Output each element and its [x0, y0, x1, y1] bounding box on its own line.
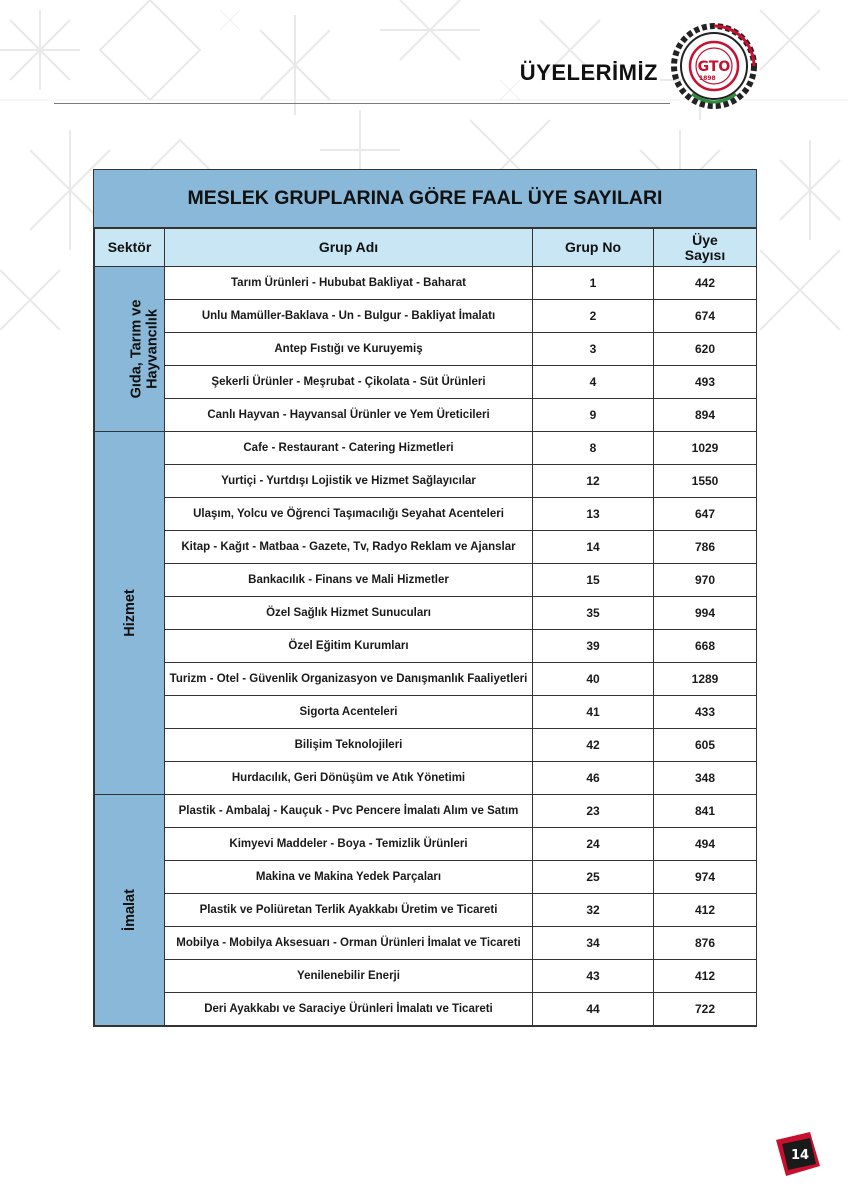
member-count-cell: 1289 — [654, 663, 757, 696]
members-table — [93, 169, 757, 1027]
group-no-cell: 25 — [533, 861, 654, 894]
header-sektor: Sektör — [95, 229, 165, 267]
group-no-cell: 34 — [533, 927, 654, 960]
member-count-cell: 412 — [654, 894, 757, 927]
group-name-cell: Yenilenebilir Enerji — [165, 960, 533, 993]
group-name-cell: Sigorta Acenteleri — [165, 696, 533, 729]
member-count-cell: 620 — [654, 333, 757, 366]
member-count-cell: 412 — [654, 960, 757, 993]
table-row — [95, 795, 757, 828]
group-name-cell: Tarım Ürünleri - Hububat Bakliyat - Baharat — [165, 267, 533, 300]
page-number: 14 — [790, 1148, 810, 1163]
group-name-cell: Cafe - Restaurant - Catering Hizmetleri — [165, 432, 533, 465]
group-no-cell: 8 — [533, 432, 654, 465]
table-row — [95, 762, 757, 795]
group-name-cell: Ulaşım, Yolcu ve Öğrenci Taşımacılığı Seyahat Acenteleri — [165, 498, 533, 531]
table-row — [95, 630, 757, 663]
table-row — [95, 696, 757, 729]
header-divider — [54, 103, 670, 104]
group-no-cell: 43 — [533, 960, 654, 993]
table-row — [95, 597, 757, 630]
group-name-cell: Yurtiçi - Yurtdışı Lojistik ve Hizmet Sağlayıcılar — [165, 465, 533, 498]
group-no-cell: 2 — [533, 300, 654, 333]
group-no-cell: 46 — [533, 762, 654, 795]
table-row — [95, 267, 757, 300]
table-title: MESLEK GRUPLARINA GÖRE FAAL ÜYE SAYILARI — [94, 170, 756, 228]
group-no-cell: 12 — [533, 465, 654, 498]
group-name-cell: Hurdacılık, Geri Dönüşüm ve Atık Yönetimi — [165, 762, 533, 795]
table-row — [95, 894, 757, 927]
sector-label-line1: Gıda, Tarım ve — [128, 299, 145, 399]
group-no-cell: 44 — [533, 993, 654, 1026]
sector-label-line1: Hizmet — [121, 589, 138, 637]
table-row — [95, 300, 757, 333]
group-no-cell: 9 — [533, 399, 654, 432]
group-name-cell: Bilişim Teknolojileri — [165, 729, 533, 762]
group-no-cell: 42 — [533, 729, 654, 762]
table-row — [95, 993, 757, 1026]
sector-cell — [95, 432, 165, 795]
gto-logo — [662, 14, 766, 118]
member-count-cell: 674 — [654, 300, 757, 333]
member-count-cell: 970 — [654, 564, 757, 597]
table-row — [95, 531, 757, 564]
group-name-cell: Kimyevi Maddeler - Boya - Temizlik Ürünleri — [165, 828, 533, 861]
table-row — [95, 729, 757, 762]
group-no-cell: 24 — [533, 828, 654, 861]
member-count-cell: 974 — [654, 861, 757, 894]
group-name-cell: Bankacılık - Finans ve Mali Hizmetler — [165, 564, 533, 597]
table-row — [95, 564, 757, 597]
member-count-cell: 605 — [654, 729, 757, 762]
table-row — [95, 432, 757, 465]
member-count-cell: 994 — [654, 597, 757, 630]
logo-year: 1898 — [699, 75, 716, 82]
group-no-cell: 40 — [533, 663, 654, 696]
member-count-cell: 348 — [654, 762, 757, 795]
header-uye-line1: Üye — [692, 231, 718, 248]
group-name-cell: Antep Fıstığı ve Kuruyemiş — [165, 333, 533, 366]
table-row — [95, 333, 757, 366]
header-row — [95, 229, 757, 267]
group-no-cell: 39 — [533, 630, 654, 663]
member-count-cell: 876 — [654, 927, 757, 960]
sector-label-line1: İmalat — [121, 889, 138, 931]
group-no-cell: 32 — [533, 894, 654, 927]
table-row — [95, 927, 757, 960]
group-name-cell: Mobilya - Mobilya Aksesuarı - Orman Ürünleri İmalat ve Ticareti — [165, 927, 533, 960]
group-name-cell: Şekerli Ürünler - Meşrubat - Çikolata - Süt Ürünleri — [165, 366, 533, 399]
table-row — [95, 828, 757, 861]
member-count-cell: 1550 — [654, 465, 757, 498]
header-uye-sayisi — [654, 229, 757, 267]
member-count-cell: 668 — [654, 630, 757, 663]
sector-label-line2: Hayvancılık — [144, 309, 161, 389]
sector-cell — [95, 267, 165, 432]
header-uye-line2: Sayısı — [684, 246, 726, 263]
table-row — [95, 663, 757, 696]
table-body — [95, 267, 757, 1026]
table-row — [95, 498, 757, 531]
member-count-cell: 647 — [654, 498, 757, 531]
member-count-cell: 722 — [654, 993, 757, 1026]
header-grup-no: Grup No — [533, 229, 654, 267]
table-row — [95, 861, 757, 894]
member-count-cell: 841 — [654, 795, 757, 828]
table-row — [95, 366, 757, 399]
group-name-cell: Canlı Hayvan - Hayvansal Ürünler ve Yem Üreticileri — [165, 399, 533, 432]
group-name-cell: Kitap - Kağıt - Matbaa - Gazete, Tv, Radyo Reklam ve Ajanslar — [165, 531, 533, 564]
header-grup-adi: Grup Adı — [165, 229, 533, 267]
member-count-cell: 493 — [654, 366, 757, 399]
group-name-cell: Unlu Mamüller-Baklava - Un - Bulgur - Bakliyat İmalatı — [165, 300, 533, 333]
page-title: ÜYELERİMİZ — [519, 60, 658, 85]
member-count-cell: 786 — [654, 531, 757, 564]
group-no-cell: 14 — [533, 531, 654, 564]
group-name-cell: Plastik ve Poliüretan Terlik Ayakkabı Üretim ve Ticareti — [165, 894, 533, 927]
group-no-cell: 1 — [533, 267, 654, 300]
group-no-cell: 4 — [533, 366, 654, 399]
group-name-cell: Plastik - Ambalaj - Kauçuk - Pvc Pencere İmalatı Alım ve Satım — [165, 795, 533, 828]
group-no-cell: 41 — [533, 696, 654, 729]
group-no-cell: 3 — [533, 333, 654, 366]
table-row — [95, 399, 757, 432]
group-name-cell: Turizm - Otel - Güvenlik Organizasyon ve Danışmanlık Faaliyetleri — [165, 663, 533, 696]
group-name-cell: Özel Eğitim Kurumları — [165, 630, 533, 663]
logo-text: GTO — [697, 59, 731, 75]
member-count-cell: 894 — [654, 399, 757, 432]
table-row — [95, 960, 757, 993]
group-no-cell: 35 — [533, 597, 654, 630]
sector-label — [121, 589, 137, 637]
group-no-cell: 23 — [533, 795, 654, 828]
group-no-cell: 13 — [533, 498, 654, 531]
sector-label — [128, 300, 160, 399]
page-number-badge — [770, 1130, 822, 1178]
member-count-cell: 1029 — [654, 432, 757, 465]
group-no-cell: 15 — [533, 564, 654, 597]
group-name-cell: Makina ve Makina Yedek Parçaları — [165, 861, 533, 894]
group-name-cell: Deri Ayakkabı ve Saraciye Ürünleri İmalatı ve Ticareti — [165, 993, 533, 1026]
sector-cell — [95, 795, 165, 1026]
member-count-cell: 494 — [654, 828, 757, 861]
group-name-cell: Özel Sağlık Hizmet Sunucuları — [165, 597, 533, 630]
sector-label — [121, 889, 137, 931]
table-row — [95, 465, 757, 498]
members-grid — [94, 228, 757, 1026]
member-count-cell: 442 — [654, 267, 757, 300]
member-count-cell: 433 — [654, 696, 757, 729]
